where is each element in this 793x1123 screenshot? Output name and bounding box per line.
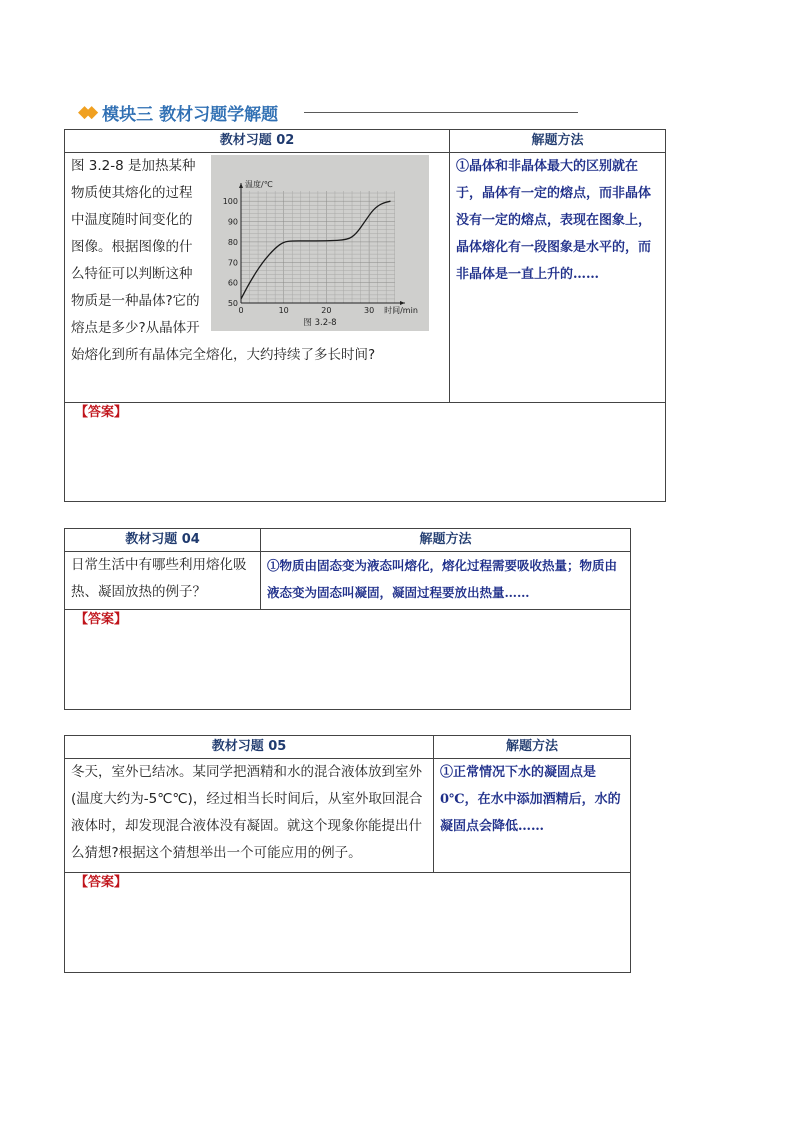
y-tick-label: 100 bbox=[222, 197, 238, 207]
answer-label: 【答案】 bbox=[75, 405, 128, 420]
figure-caption: 图 3.2-8 bbox=[303, 318, 337, 328]
y-tick-label: 90 bbox=[227, 217, 238, 227]
exercise-header: 教材习题 02 bbox=[65, 130, 450, 153]
exercise-header: 教材习题 05 bbox=[65, 736, 434, 759]
answer-label: 【答案】 bbox=[75, 612, 128, 627]
question-cell bbox=[65, 153, 450, 403]
x-tick-label: 10 bbox=[278, 306, 289, 315]
x-axis-label: 时间/min bbox=[384, 306, 418, 315]
section-title: 模块三 教材习题学解题 bbox=[102, 104, 279, 125]
x-tick-label: 0 bbox=[238, 306, 244, 315]
y-tick-label: 60 bbox=[227, 278, 238, 288]
exercise-04-table bbox=[64, 528, 631, 710]
method-text: ①物质由固态变为液态叫熔化，熔化过程需要吸收热量；物质由液态变为固态叫凝固，凝固过程要放出热量…… bbox=[261, 552, 631, 610]
x-tick-label: 20 bbox=[321, 306, 332, 315]
title-divider bbox=[304, 112, 578, 113]
melting-chart-figure bbox=[211, 155, 429, 331]
exercise-02-table bbox=[64, 129, 666, 502]
x-tick-label: 30 bbox=[364, 306, 375, 315]
x-axis-arrow bbox=[400, 301, 405, 305]
melting-chart bbox=[211, 155, 429, 331]
y-axis-label: 温度/℃ bbox=[245, 180, 273, 189]
y-tick-label: 80 bbox=[227, 237, 238, 247]
method-header: 解题方法 bbox=[434, 736, 631, 759]
y-tick-label: 50 bbox=[227, 299, 238, 308]
question-text: 图 3.2-8 是加热某种物质使其熔化的过程中温度随时间变化的图像。根据图像的什么特征可以判断这种物质是一种晶体?它的熔点是多少?从晶体开始熔化到所有晶体完全熔化，大约持续了多长时间? bbox=[71, 158, 376, 363]
question-text: 日常生活中有哪些利用熔化吸热、凝固放热的例子？ bbox=[65, 552, 261, 610]
method-text: ①正常情况下水的凝固点是 0℃，在水中添加酒精后，水的凝固点会降低…… bbox=[434, 759, 631, 873]
method-header: 解题方法 bbox=[450, 130, 666, 153]
question-text: 冬天，室外已结冰。某同学把酒精和水的混合液体放到室外(温度大约为-5℃℃)，经过相当长时间后，从室外取回混合液体时，却发现混合液体没有凝固。就这个现象你能提出什么猜想?根据这个猜想举出一个可能应用的例子。 bbox=[65, 759, 434, 873]
method-header: 解题方法 bbox=[261, 529, 631, 552]
y-axis-arrow bbox=[239, 183, 243, 188]
y-tick-label: 70 bbox=[227, 258, 238, 268]
method-text: ①晶体和非晶体最大的区别就在于，晶体有一定的熔点，而非晶体没有一定的熔点，表现在图象上，晶体熔化有一段图象是水平的，而非晶体是一直上升的…… bbox=[450, 153, 666, 403]
answer-label: 【答案】 bbox=[75, 875, 128, 890]
exercise-05-table bbox=[64, 735, 631, 973]
diamond-icon: ◆◆ bbox=[78, 102, 93, 122]
section-heading bbox=[78, 100, 278, 124]
exercise-header: 教材习题 04 bbox=[65, 529, 261, 552]
